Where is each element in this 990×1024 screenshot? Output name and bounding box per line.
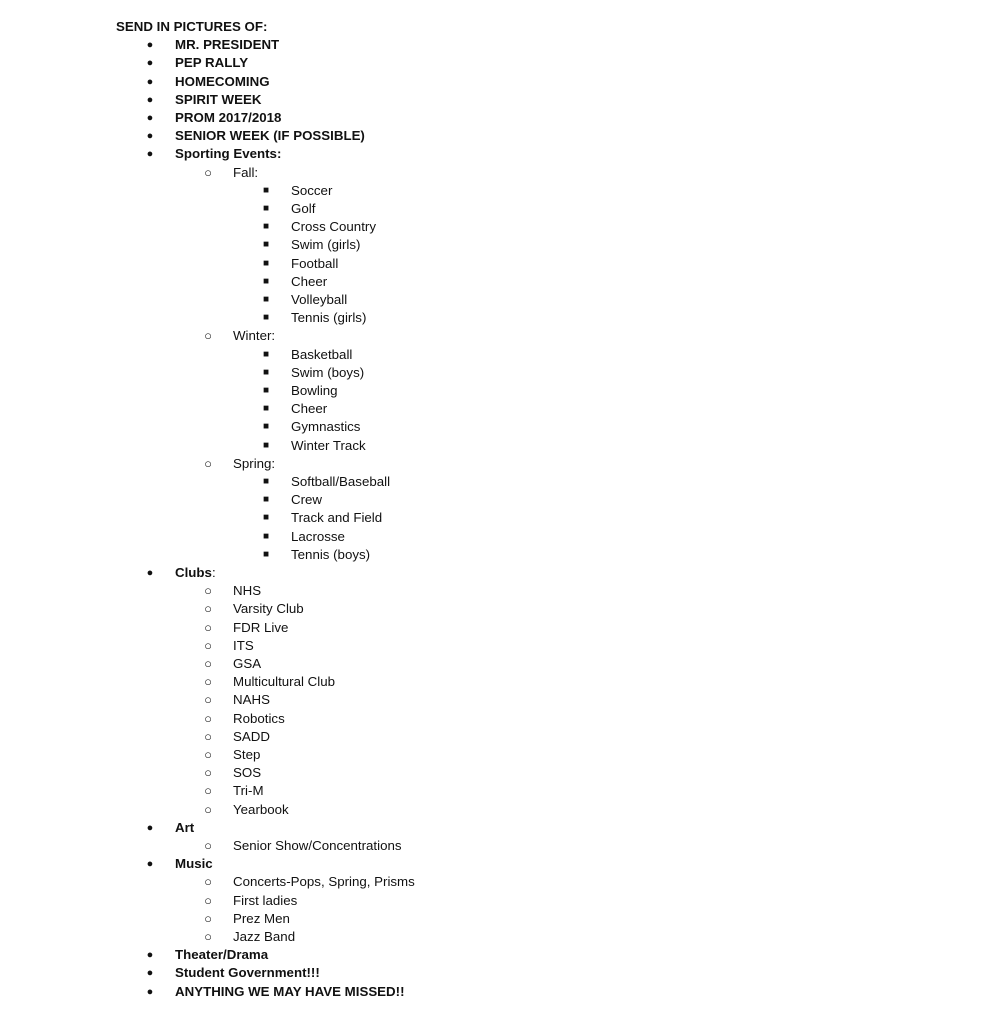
bullet-marker-icon: ● — [146, 949, 154, 962]
bullet-marker-icon: ■ — [262, 476, 270, 487]
list-item-label: FDR Live — [233, 619, 289, 635]
list-item-text — [175, 855, 213, 873]
list-item-text — [233, 637, 254, 655]
list-item-label: Multicultural Club — [233, 674, 335, 690]
bullet-marker-icon: ○ — [204, 783, 212, 799]
list-item-text — [233, 600, 304, 618]
list-item-text — [291, 473, 390, 491]
list-item-text — [175, 91, 261, 109]
list-item-text — [175, 946, 268, 964]
bullet-marker-icon: ○ — [204, 674, 212, 690]
list-item-text — [233, 327, 275, 345]
bullet-marker-icon: ○ — [204, 874, 212, 890]
list-item-text — [291, 346, 352, 364]
list-item-label: Art — [175, 819, 195, 835]
list-item-label: Track and Field — [291, 510, 383, 526]
list-item-text — [291, 255, 338, 273]
bullet-marker-icon: ● — [146, 39, 154, 52]
list-item-text — [291, 509, 382, 527]
bullet-marker-icon: ○ — [204, 765, 212, 781]
list-item-text — [175, 964, 320, 982]
list-item-label: Sporting Events: — [175, 146, 282, 162]
bullet-marker-icon: ■ — [262, 512, 270, 524]
list-item-text — [233, 455, 275, 473]
bullet-marker-icon: ■ — [262, 239, 270, 251]
list-item-text — [291, 382, 338, 400]
list-item-text — [291, 236, 360, 254]
list-item-label: Swim (boys) — [291, 364, 365, 380]
list-item-label: ANYTHING WE MAY HAVE MISSED!! — [175, 983, 405, 999]
list-item-text — [233, 710, 285, 728]
bullet-marker-icon: ■ — [262, 385, 270, 396]
bullet-marker-icon: ○ — [204, 455, 212, 471]
bullet-marker-icon: ■ — [262, 348, 270, 360]
list-item-text — [175, 145, 281, 163]
list-item-label: Swim (girls) — [291, 237, 361, 253]
list-item-label: HOMECOMING — [175, 73, 270, 89]
bullet-marker-icon: ○ — [204, 164, 212, 180]
bullet-marker-icon: ■ — [262, 184, 270, 196]
list-item-text — [233, 928, 295, 946]
list-item-text — [291, 400, 327, 418]
list-item-label: Basketball — [291, 346, 353, 362]
bullet-marker-icon: ● — [146, 75, 154, 88]
list-item-text — [175, 983, 405, 1001]
list-item-text — [233, 655, 261, 673]
bullet-marker-icon: ○ — [204, 692, 212, 708]
list-item-label: PROM 2017/2018 — [175, 110, 282, 125]
list-item-text — [233, 764, 261, 782]
list-item-label: Gymnastics — [291, 419, 361, 435]
bullet-marker-icon: ■ — [262, 421, 270, 433]
list-item-text — [233, 728, 270, 746]
list-item-label: Bowling — [291, 383, 338, 398]
list-item-text — [291, 291, 347, 309]
list-item-label: First ladies — [233, 892, 298, 908]
list-item-label: Winter: — [233, 328, 276, 344]
list-item-label: Tri-M — [233, 783, 264, 799]
list-item-label: Volleyball — [291, 292, 348, 307]
list-item-label: Jazz Band — [233, 929, 296, 944]
list-item-text — [175, 127, 365, 145]
bullet-marker-icon: ○ — [204, 637, 212, 653]
bullet-marker-icon: ● — [146, 130, 154, 143]
bullet-marker-icon: ○ — [204, 710, 212, 726]
list-item-text — [291, 528, 345, 546]
bullet-marker-icon: ● — [146, 148, 154, 161]
list-item-text — [233, 801, 289, 819]
bullet-marker-icon: ○ — [204, 929, 212, 944]
list-item-label: Robotics — [233, 710, 285, 726]
list-item-text — [291, 273, 327, 291]
list-item-text — [291, 418, 360, 436]
list-item-text — [291, 364, 364, 382]
bullet-marker-icon: ● — [146, 858, 154, 871]
list-item-label: Concerts-Pops, Spring, Prisms — [233, 874, 415, 890]
list-item-label: Tennis (boys) — [291, 546, 371, 562]
bullet-marker-icon: ● — [146, 93, 154, 106]
list-item-text — [175, 109, 281, 127]
bullet-marker-icon: ■ — [262, 312, 270, 324]
list-item-text — [175, 54, 248, 72]
list-item-label: Winter Track — [291, 437, 366, 453]
bullet-marker-icon: ○ — [204, 892, 212, 908]
list-item-text — [175, 564, 216, 582]
list-item-label: Tennis (girls) — [291, 310, 367, 326]
bullet-marker-icon: ○ — [204, 801, 212, 817]
bullet-marker-icon: ■ — [262, 221, 270, 233]
bullet-marker-icon: ■ — [262, 203, 270, 214]
list-item-label: Cheer — [291, 273, 328, 289]
list-item-text — [291, 218, 376, 236]
list-item-text — [233, 892, 297, 910]
list-item-text — [175, 819, 194, 837]
list-item-text — [233, 691, 270, 709]
list-item-text — [291, 491, 322, 509]
bullet-marker-icon: ● — [146, 112, 154, 124]
list-item-text — [291, 182, 332, 200]
list-item-label: SOS — [233, 765, 262, 781]
list-item-text — [291, 200, 315, 218]
list-item-label: PEP RALLY — [175, 55, 249, 71]
list-item-label: Student Government!!! — [175, 965, 320, 981]
bullet-marker-icon: ■ — [262, 403, 270, 415]
bullet-marker-icon: ■ — [262, 366, 270, 378]
list-item-label: Fall: — [233, 164, 259, 180]
bullet-marker-icon: ■ — [262, 439, 270, 451]
bullet-marker-icon: ■ — [262, 257, 270, 269]
bullet-marker-icon: ■ — [262, 275, 270, 287]
list-item-label: SENIOR WEEK (IF POSSIBLE) — [175, 128, 365, 144]
bullet-marker-icon: ○ — [204, 656, 212, 671]
list-item-text — [233, 910, 290, 928]
list-item-label: Senior Show/Concentrations — [233, 838, 402, 853]
list-item-text — [233, 164, 258, 182]
bullet-marker-icon: ○ — [204, 910, 212, 926]
list-item-label: Theater/Drama — [175, 947, 269, 963]
list-item-text — [233, 673, 335, 691]
list-item-label: Music — [175, 856, 213, 872]
bullet-marker-icon: ○ — [204, 328, 212, 344]
list-item-label: Spring: — [233, 455, 276, 471]
list-item-text — [291, 437, 366, 455]
list-item-label: Yearbook — [233, 801, 289, 817]
list-item-label: NHS — [233, 583, 262, 599]
list-item-text — [291, 309, 366, 327]
list-item-suffix: : — [211, 565, 216, 580]
heading-text: SEND IN PICTURES OF: — [116, 19, 268, 34]
list-item-label: Crew — [291, 492, 323, 508]
list-item-text — [233, 837, 402, 855]
bullet-marker-icon: ○ — [204, 619, 212, 635]
list-item-label: NAHS — [233, 692, 270, 708]
list-item-label: Golf — [291, 201, 316, 216]
bullet-marker-icon: ● — [146, 57, 154, 70]
list-item-text — [175, 36, 279, 54]
list-item-label: Cross Country — [291, 219, 376, 235]
list-item-label: Soccer — [291, 182, 333, 198]
bullet-marker-icon: ○ — [204, 838, 212, 853]
list-item-label: Prez Men — [233, 910, 290, 926]
list-item-label: SPIRIT WEEK — [175, 91, 262, 107]
bullet-marker-icon: ● — [146, 985, 154, 998]
list-item-label: ITS — [233, 637, 254, 653]
list-item-text — [233, 873, 415, 891]
bullet-marker-icon: ○ — [204, 728, 212, 744]
list-item-label: Step — [233, 747, 261, 762]
list-item-text — [233, 782, 264, 800]
list-item-label: Softball/Baseball — [291, 474, 391, 489]
bullet-marker-icon: ● — [146, 821, 154, 834]
bullet-marker-icon: ● — [146, 967, 154, 980]
list-item-text — [233, 619, 288, 637]
list-item-text — [175, 73, 270, 91]
bullet-marker-icon: ■ — [262, 530, 270, 542]
list-item-label: Lacrosse — [291, 528, 345, 544]
bullet-marker-icon: ■ — [262, 294, 270, 305]
list-item-label: SADD — [233, 728, 270, 744]
list-item-label: Football — [291, 255, 339, 271]
bullet-marker-icon: ■ — [262, 548, 270, 560]
list-item-label: Varsity Club — [233, 601, 304, 617]
list-item-text — [291, 546, 370, 564]
list-item-label: Clubs — [175, 565, 212, 580]
bullet-marker-icon: ○ — [204, 583, 212, 599]
bullet-marker-icon: ○ — [204, 747, 212, 762]
list-item-text — [233, 582, 261, 600]
bullet-marker-icon: ○ — [204, 601, 212, 617]
list-item-label: GSA — [233, 656, 262, 671]
list-item-label: Cheer — [291, 401, 328, 417]
bullet-marker-icon: ● — [146, 567, 154, 579]
list-item-text — [233, 746, 260, 764]
list-item-label: MR. PRESIDENT — [175, 37, 280, 53]
bullet-marker-icon: ■ — [262, 494, 270, 506]
